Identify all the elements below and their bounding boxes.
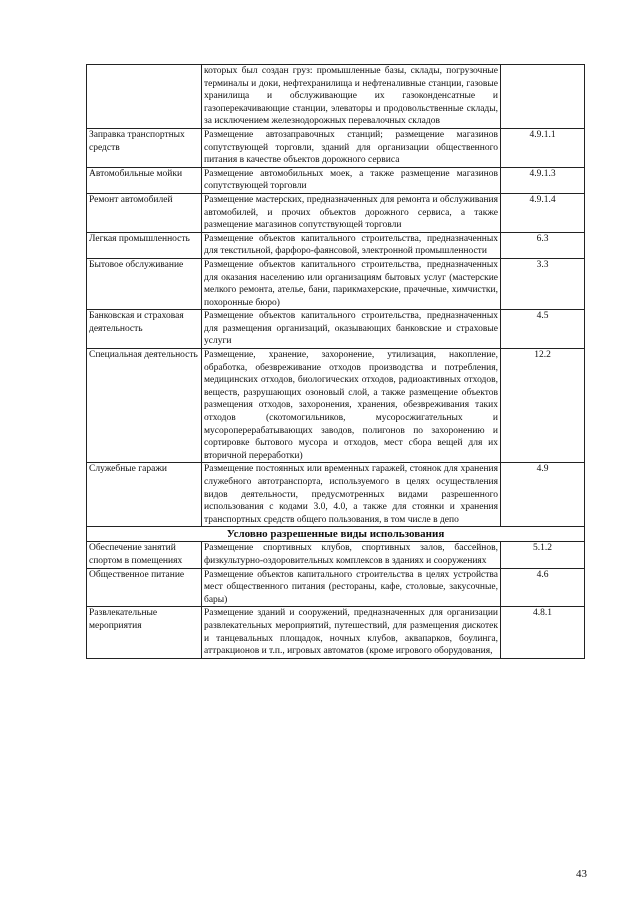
use-description-cell: Размещение объектов капитального строительства, предназначенных для текстильной, фарфоро-фаянсовой, электронной промышленности bbox=[202, 232, 501, 258]
table-row bbox=[87, 310, 585, 349]
section-header-row bbox=[87, 527, 585, 542]
table-row bbox=[87, 568, 585, 607]
land-use-table bbox=[86, 64, 585, 659]
use-code-cell: 4.8.1 bbox=[501, 607, 585, 658]
use-name-cell: Бытовое обслуживание bbox=[87, 258, 202, 309]
rows-conditional bbox=[87, 542, 585, 658]
use-description-cell: Размещение постоянных или временных гаражей, стоянок для хранения служебного автотранспорта, используемого в целях осуществления видов деятельности, предусмотренных видами разрешенного использования с кодами 3.0, 4.0, а также для стоянки и хранения транспортных средств общего пользования, в том числе в депо bbox=[202, 463, 501, 527]
use-code-cell: 4.6 bbox=[501, 568, 585, 607]
use-description-cell: которых был создан груз: промышленные базы, склады, погрузочные терминалы и доки, нефтехранилища и нефтеналивные станции, газовые хранилища и обслуживающие их газоконденсатные и газоперекачивающие станции, элеваторы и продовольственные склады, за исключением железнодорожных перевалочных складов bbox=[202, 65, 501, 129]
use-code-cell: 6.3 bbox=[501, 232, 585, 258]
use-name-cell: Специальная деятельность bbox=[87, 349, 202, 463]
use-description-cell: Размещение мастерских, предназначенных для ремонта и обслуживания автомобилей, и прочих объектов дорожного сервиса, а также размещение магазинов сопутствующей торговли bbox=[202, 193, 501, 232]
use-description-cell: Размещение объектов капитального строительства, предназначенных для размещения организаций, оказывающих банковские и страховые услуги bbox=[202, 310, 501, 349]
table-row bbox=[87, 349, 585, 463]
use-description-cell: Размещение спортивных клубов, спортивных залов, бассейнов, физкультурно-оздоровительных комплексов в зданиях и сооружениях bbox=[202, 542, 501, 568]
table-row bbox=[87, 258, 585, 309]
use-name-cell: Легкая промышленность bbox=[87, 232, 202, 258]
table-row bbox=[87, 463, 585, 527]
use-description-cell: Размещение автозаправочных станций; размещение магазинов сопутствующей торговли, зданий для организации общественного питания в качестве объектов дорожного сервиса bbox=[202, 128, 501, 167]
use-code-cell bbox=[501, 65, 585, 129]
use-code-cell: 12.2 bbox=[501, 349, 585, 463]
table-row bbox=[87, 65, 585, 129]
table-row bbox=[87, 193, 585, 232]
use-description-cell: Размещение объектов капитального строительства в целях устройства мест общественного питания (рестораны, кафе, столовые, закусочные, бары) bbox=[202, 568, 501, 607]
section-header-group bbox=[87, 527, 585, 542]
use-name-cell: Ремонт автомобилей bbox=[87, 193, 202, 232]
use-code-cell: 4.9.1.3 bbox=[501, 167, 585, 193]
table-row bbox=[87, 167, 585, 193]
table-row bbox=[87, 232, 585, 258]
use-code-cell: 5.1.2 bbox=[501, 542, 585, 568]
use-code-cell: 4.9.1.1 bbox=[501, 128, 585, 167]
use-name-cell: Заправка транспортных средств bbox=[87, 128, 202, 167]
use-code-cell: 4.9.1.4 bbox=[501, 193, 585, 232]
use-description-cell: Размещение объектов капитального строительства, предназначенных для оказания населению или организациям бытовых услуг (мастерские мелкого ремонта, ателье, бани, парикмахерские, прачечные, химчистки, похоронные бюро) bbox=[202, 258, 501, 309]
table-row bbox=[87, 542, 585, 568]
use-name-cell: Автомобильные мойки bbox=[87, 167, 202, 193]
table-row bbox=[87, 128, 585, 167]
use-name-cell: Обеспечение занятий спортом в помещениях bbox=[87, 542, 202, 568]
use-name-cell bbox=[87, 65, 202, 129]
use-name-cell: Общественное питание bbox=[87, 568, 202, 607]
page-number: 43 bbox=[576, 868, 587, 880]
table-row bbox=[87, 607, 585, 658]
use-name-cell: Служебные гаражи bbox=[87, 463, 202, 527]
use-name-cell: Развлекательные мероприятия bbox=[87, 607, 202, 658]
use-name-cell: Банковская и страховая деятельность bbox=[87, 310, 202, 349]
rows-permitted bbox=[87, 65, 585, 527]
use-description-cell: Размещение автомобильных моек, а также размещение магазинов сопутствующей торговли bbox=[202, 167, 501, 193]
use-description-cell: Размещение, хранение, захоронение, утилизация, накопление, обработка, обезвреживание отходов производства и потребления, медицинских отходов, биологических отходов, радиоактивных отходов, веществ, разрушающих озоновый слой, а также размещение объектов размещения отходов, захоронения, хранения, обезвреживания таких отходов (скотомогильников, мусоросжигательных и мусороперерабатывающих заводов, полигонов по захоронению и сортировке бытового мусора и отходов, мест сбора вещей для их вторичной переработки) bbox=[202, 349, 501, 463]
use-code-cell: 4.5 bbox=[501, 310, 585, 349]
section-title: Условно разрешенные виды использования bbox=[87, 527, 585, 542]
use-code-cell: 4.9 bbox=[501, 463, 585, 527]
use-description-cell: Размещение зданий и сооружений, предназначенных для организации развлекательных мероприятий, путешествий, для размещения дискотек и танцевальных площадок, ночных клубов, аквапарков, боулинга, аттракционов и т.п., игровых автоматов (кроме игрового оборудования, bbox=[202, 607, 501, 658]
use-code-cell: 3.3 bbox=[501, 258, 585, 309]
